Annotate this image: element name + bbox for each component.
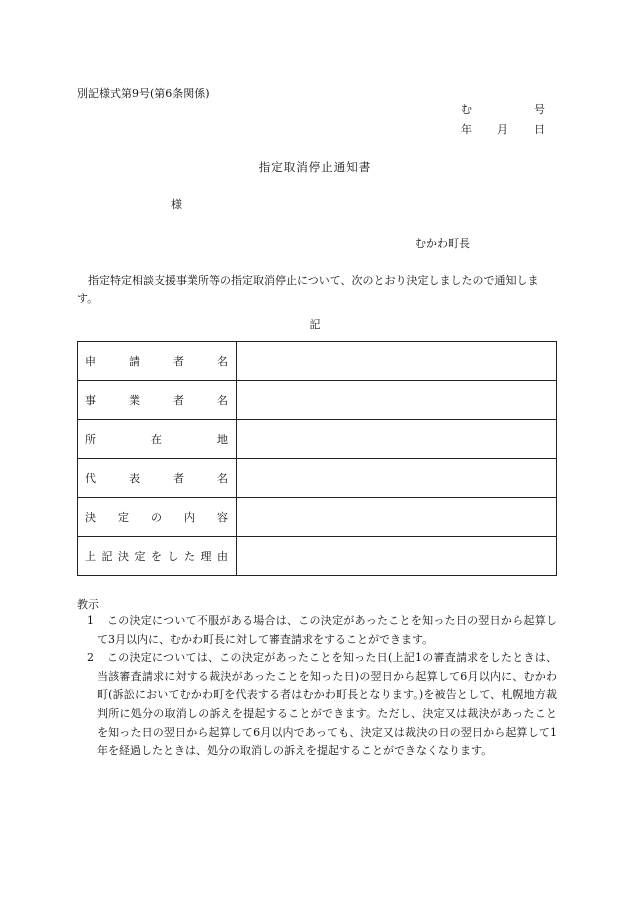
form-reference: 別記様式第9号(第6条関係): [77, 87, 210, 100]
row-value: [237, 459, 557, 498]
instruction-heading: 教示: [77, 598, 99, 611]
instruction-item: [77, 612, 557, 649]
instruction-text: この決定については、この決定があったことを知った日(上記1の審査請求をしたときは、当該審査請求に対する裁決があったことを知った日)の翌日から起算して6月以内に、むかわ町(訴訟においてむかわ町を代表する者はむかわ町長となります。)を被告として、札幌地方裁判所に処分の取消しの訴えを提起することができます。ただし、決定又は裁決があったことを知った日の翌日から起算して6月以内であっても、決定又は裁決の日の翌日から起算して1年を経過したときは、処分の取消しの訴えを提起することができなくなります。: [97, 651, 557, 758]
instruction-text: この決定について不服がある場合は、この決定があったことを知った日の翌日から起算して3月以内に、むかわ町長に対して審査請求をすることができます。: [97, 614, 557, 646]
table-row: [78, 498, 557, 537]
row-value: [237, 342, 557, 381]
issuer-name: むかわ町長: [415, 237, 470, 250]
instruction-list: [77, 612, 557, 761]
row-value: [237, 498, 557, 537]
row-value: [237, 381, 557, 420]
row-value: [237, 537, 557, 576]
document-number-line: [461, 104, 545, 124]
instruction-number: 2: [87, 651, 94, 665]
date-month: 月: [497, 123, 508, 136]
row-label: 決定の内容: [78, 498, 237, 537]
decision-info-table: [77, 341, 557, 576]
date-day: 日: [534, 123, 545, 136]
instruction-item: [77, 649, 557, 761]
date-line: [461, 124, 545, 144]
table-row: [78, 537, 557, 576]
row-label: 申請者名: [78, 342, 237, 381]
row-label: 上記決定をした理由: [78, 537, 237, 576]
date-year: 年: [461, 123, 472, 136]
table-row: [78, 459, 557, 498]
addressee-suffix: 様: [171, 198, 182, 211]
table-row: [78, 342, 557, 381]
instruction-number: 1: [87, 614, 94, 627]
row-value: [237, 420, 557, 459]
row-label: 代表者名: [78, 459, 237, 498]
table-row: [78, 381, 557, 420]
row-label: 事業者名: [78, 381, 237, 420]
number-date-block: [461, 104, 545, 144]
number-suffix: 号: [534, 103, 545, 116]
ki-heading: 記: [309, 318, 321, 331]
row-label: 所在地: [78, 420, 237, 459]
number-prefix: む: [461, 103, 472, 116]
document-title: 指定取消停止通知書: [258, 160, 372, 174]
body-paragraph: 指定特定相談支援事業所等の指定取消停止について、次のとおり決定しましたので通知します。: [77, 274, 539, 305]
table-row: [78, 420, 557, 459]
